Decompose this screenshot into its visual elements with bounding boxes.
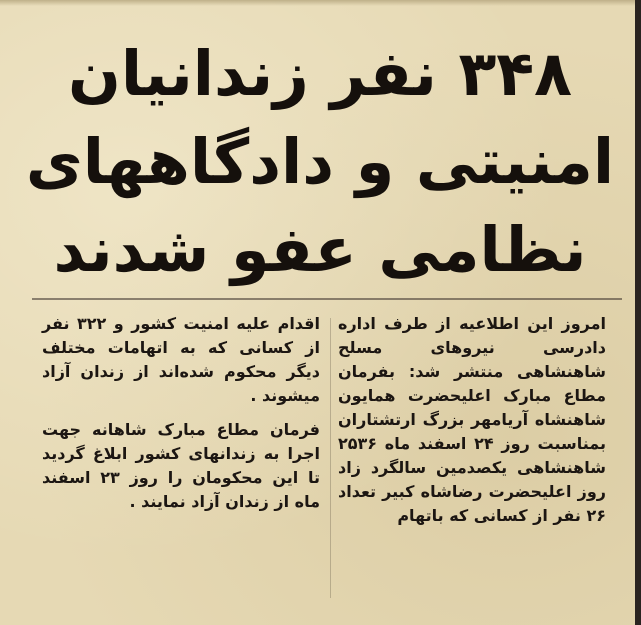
headline-divider — [32, 298, 622, 300]
article-paragraph: اقدام علیه امنیت کشور و ۳۲۲ نفر از کسانی که به اتهامات مختلف دیگر محکوم شده‌اند از زندان آزاد میشوند . — [42, 314, 320, 405]
article-column-left — [42, 312, 320, 514]
headline-line-2: امنیتی و دادگاههای — [25, 125, 615, 198]
paragraph-gap — [42, 408, 320, 418]
article-paragraph: فرمان مطاع مبارک شاهانه جهت اجرا به زندانهای کشور ابلاغ گردید تا این محکومان را روز ۲۳ اسفند ماه از زندان آزاد نمایند . — [42, 420, 320, 511]
headline — [20, 30, 620, 294]
headline-line-3: نظامی عفو شدند — [53, 213, 587, 286]
article-paragraph: امروز این اطلاعیه از طرف اداره دادرسی نیروهای مسلح شاهنشاهی منتشر شد: بفرمان مطاع مبارک اعلیحضرت همایون شاهنشاه آریامهر بزرگ ارتشتاران بمناسبت روز ۲۴ اسفند ماه ۲۵۳۶ شاهنشاهی یکصدمین سالگرد زاد روز اعلیحضرت رضاشاه کبیر تعداد ۲۶ نفر از کسانی که باتهام — [338, 314, 607, 525]
column-separator — [330, 318, 331, 598]
article-column-right — [338, 312, 606, 528]
headline-line-1: ۳۴۸ نفر زندانیان — [68, 37, 572, 110]
scan-edge — [635, 0, 641, 625]
top-edge — [0, 0, 641, 6]
